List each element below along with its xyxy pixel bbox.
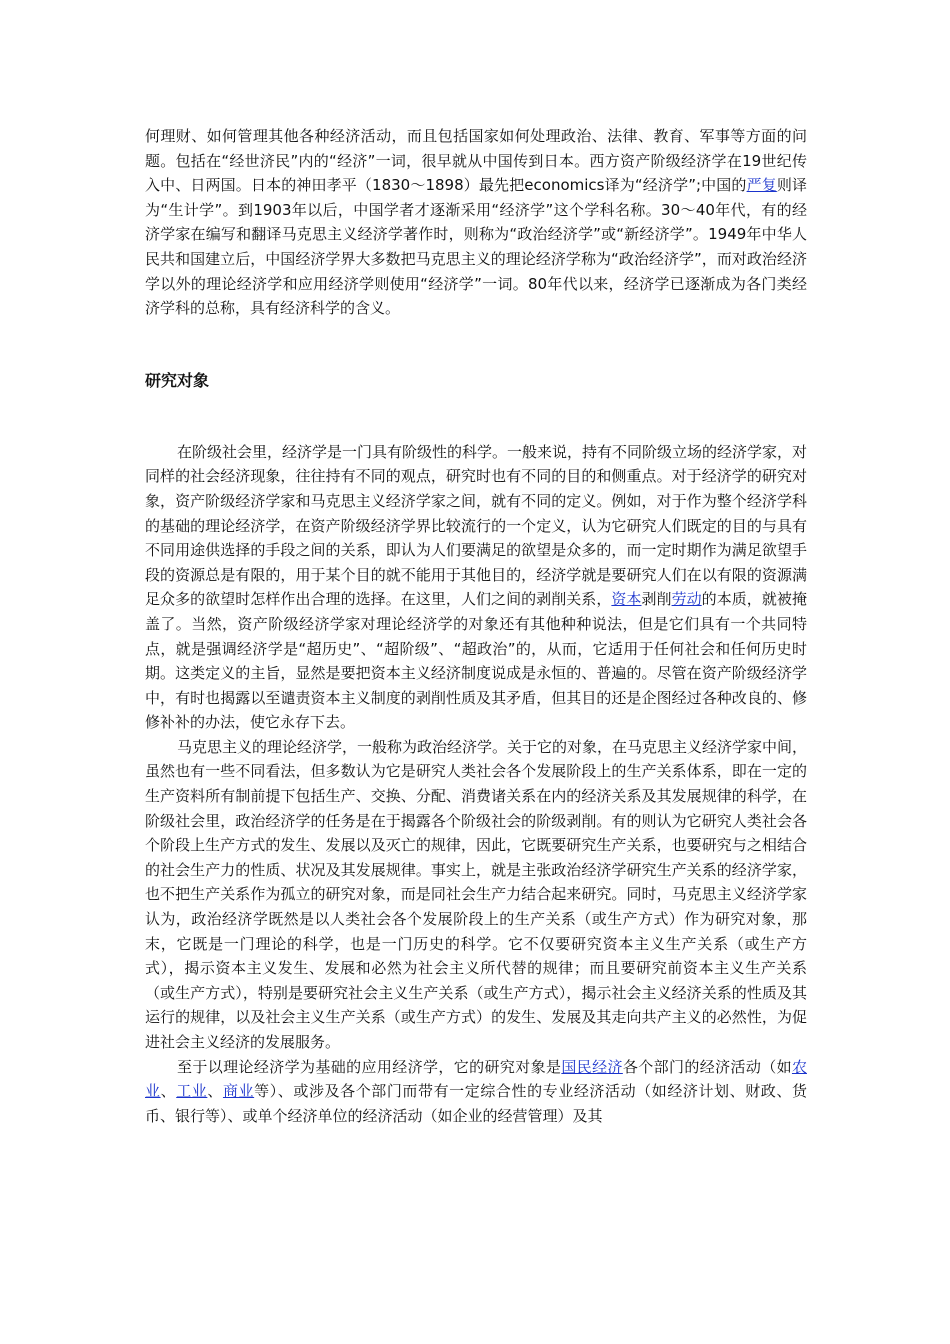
section-heading: 研究对象 xyxy=(145,370,210,390)
intro-text-1: 何理财、如何管理其他各种经济活动，而且包括国家如何处理政治、法律、教育、军事等方面的问题。包括在“经世济民”内的“经济”一词，很早就从中国传到日本。西方资产阶级经济学在19世纪传入中、日两国。日本的神田孝平（1830～1898）最先把economics译为“经济学”;中国的 xyxy=(145,127,807,195)
intro-text-2: 则译为“生计学”。到1903年以后，中国学者才逐渐采用“经济学”这个学科名称。30～40年代，有的经济学家在编写和翻译马克思主义经济学著作时，则称为“政治经济学”或“新经济学”。1949年中华人民共和国建立后，中国经济学界大多数把马克思主义的理论经济学称为“政治经济学”，而对政治经济学以外的理论经济学和应用经济学则使用“经济学”一词。80年代以来，经济学已逐渐成为各门类经济学科的总称，具有经济科学的含义。 xyxy=(145,176,807,318)
link-capital[interactable]: 资本 xyxy=(611,590,642,609)
link-agriculture[interactable]: 农业 xyxy=(145,1057,807,1101)
research-paragraph-2 xyxy=(145,735,807,1055)
link-industry[interactable]: 工业 xyxy=(176,1082,208,1101)
para3-text-1: 至于以理论经济学为基础的应用经济学，它的研究对象是 xyxy=(177,1057,562,1076)
para2-text: 马克思主义的理论经济学，一般称为政治经济学。关于它的对象，在马克思主义经济学家中间，虽然也有一些不同看法，但多数认为它是研究人类社会各个发展阶段上的生产关系体系，即在一定的生产资料所有制前提下包括生产、交换、分配、消费诸关系在内的经济关系及其发展规律的科学，在阶级社会里，政治经济学的任务是在于揭露各个阶级社会的阶级剥削。有的则认为它研究人类社会各个阶段上生产方式的发生、发展以及灭亡的规律，因此，它既要研究生产关系，也要研究与之相结合的社会生产力的性质、状况及其发展规律。事实上，就是主张政治经济学研究生产关系的经济学家，也不把生产关系作为孤立的研究对象，而是同社会生产力结合起来研究。同时，马克思主义经济学家认为，政治经济学既然是以人类社会各个发展阶段上的生产关系（或生产方式）作为研究对象，那末，它既是一门理论的科学，也是一门历史的科学。它不仅要研究资本主义生产关系（或生产方式），揭示资本主义发生、发展和必然为社会主义所代替的规律；而且要研究前资本主义生产关系（或生产方式），特别是要研究社会主义生产关系（或生产方式），揭示社会主义经济关系的性质及其运行的规律，以及社会主义生产关系（或生产方式）的发生、发展及其走向共产主义的必然性，为促进社会主义经济的发展服务。 xyxy=(145,737,808,1051)
para1-text-1: 在阶级社会里，经济学是一门具有阶级性的科学。一般来说，持有不同阶级立场的经济学家，对同样的社会经济现象，往往持有不同的观点，研究时也有不同的目的和侧重点。对于经济学的研究对象，资产阶级经济学家和马克思主义经济学家之间，就有不同的定义。例如，对于作为整个经济学科的基础的理论经济学，在资产阶级经济学界比较流行的一个定义，认为它研究人们既定的目的与具有不同用途供选择的手段之间的关系，即认为人们要满足的欲望是众多的，而一定时期作为满足欲望手段的资源总是有限的，用于某个目的就不能用于其他目的，经济学就是要研究人们在以有限的资源满足众多的欲望时怎样作出合理的选择。在这里，人们之间的剥削关系， xyxy=(145,442,808,609)
para3-sep-1: 、 xyxy=(160,1082,177,1101)
research-paragraph-1 xyxy=(145,440,807,735)
document-page xyxy=(145,124,807,1128)
para3-text-3: 等）、或涉及各个部门而带有一定综合性的专业经济活动（如经济计划、财政、货币、银行等）、或单个经济单位的经济活动（如企业的经营管理）及其 xyxy=(145,1082,807,1125)
para1-text-3: 的本质，就被掩盖了。当然，资产阶级经济学家对理论经济学的对象还有其他种种说法，但是它们具有一个共同特点，就是强调经济学是“超历史”、“超阶级”、“超政治”的，从而，它适用于任何社会和任何历史时期。这类定义的主旨，显然是要把资本主义经济制度说成是永恒的、普遍的。尽管在资产阶级经济学中，有时也揭露以至谴责资本主义制度的剥削性质及其矛盾，但其目的还是企图经过各种改良的、修修补补的办法，使它永存下去。 xyxy=(145,590,807,732)
research-paragraph-3 xyxy=(145,1055,807,1129)
link-commerce[interactable]: 商业 xyxy=(222,1082,255,1101)
intro-paragraph xyxy=(145,124,807,321)
para3-text-2: 各个部门的经济活动（如 xyxy=(622,1057,792,1076)
link-labor[interactable]: 劳动 xyxy=(671,590,702,609)
link-yanfu[interactable]: 严复 xyxy=(746,176,777,195)
para1-text-2: 剥削 xyxy=(641,590,672,609)
para3-sep-2: 、 xyxy=(207,1082,223,1101)
link-national-economy[interactable]: 国民经济 xyxy=(561,1057,623,1076)
